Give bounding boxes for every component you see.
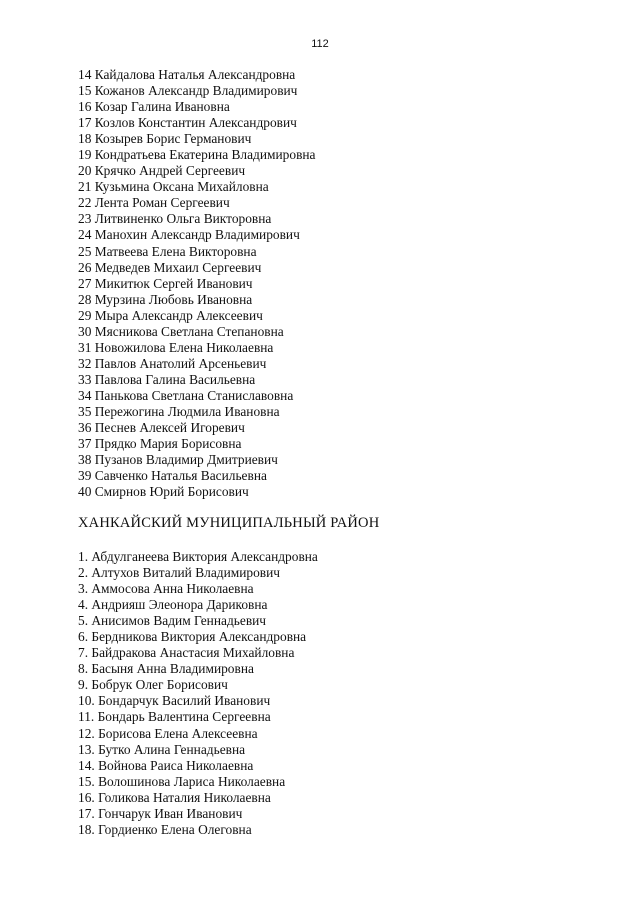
list-item: 25 Матвеева Елена Викторовна	[78, 243, 257, 259]
list-item: 24 Манохин Александр Владимирович	[78, 227, 300, 243]
list-item: 28 Мурзина Любовь Ивановна	[78, 291, 253, 307]
list-item: 8. Басыня Анна Владимировна	[78, 661, 254, 677]
list-item: 39 Савченко Наталья Васильевна	[78, 468, 267, 484]
list-item: 18. Гордиенко Елена Олеговна	[78, 821, 252, 837]
list-item: 1. Абдулганеева Виктория Александровна	[78, 549, 318, 564]
list-item: 19 Кондратьева Екатерина Владимировна	[78, 147, 316, 163]
list-item: 16 Козар Галина Ивановна	[78, 99, 230, 115]
list-item: 33 Павлова Галина Васильевна	[78, 371, 256, 387]
list-item: 34 Панькова Светлана Станиславовна	[78, 387, 294, 403]
page-number: 112	[311, 38, 329, 50]
list-item: 35 Пережогина Людмила Ивановна	[78, 403, 280, 419]
list-item: 9. Бобрук Олег Борисович	[78, 677, 228, 693]
list-item: 21 Кузьмина Оксана Михайловна	[78, 179, 269, 195]
list-item: 38 Пузанов Владимир Дмитриевич	[78, 452, 278, 468]
list-item: 14 Кайдалова Наталья Александровна	[78, 67, 296, 82]
list-item: 15. Волошинова Лариса Николаевна	[78, 773, 286, 789]
section-heading: ХАНКАЙСКИЙ МУНИЦИПАЛЬНЫЙ РАЙОН	[78, 515, 380, 531]
list-item: 5. Анисимов Вадим Геннадьевич	[78, 613, 267, 629]
name-list-section	[78, 549, 318, 838]
list-item: 31 Новожилова Елена Николаевна	[78, 339, 274, 355]
list-item: 26 Медведев Михаил Сергеевич	[78, 259, 262, 275]
list-item: 14. Войнова Раиса Николаевна	[78, 757, 254, 773]
list-item: 27 Микитюк Сергей Иванович	[78, 275, 253, 291]
list-item: 17. Гончарук Иван Иванович	[78, 805, 243, 821]
list-item: 11. Бондарь Валентина Сергеевна	[78, 709, 271, 725]
list-item: 32 Павлов Анатолий Арсеньевич	[78, 355, 267, 371]
list-item: 40 Смирнов Юрий Борисович	[78, 484, 249, 500]
list-item: 20 Крячко Андрей Сергеевич	[78, 163, 246, 179]
list-item: 37 Прядко Мария Борисовна	[78, 436, 242, 452]
name-list-continued	[78, 67, 316, 500]
list-item: 30 Мясникова Светлана Степановна	[78, 323, 284, 339]
list-item: 16. Голикова Наталия Николаевна	[78, 789, 271, 805]
list-item: 29 Мыра Александр Алексеевич	[78, 307, 263, 323]
list-item: 13. Бутко Алина Геннадьевна	[78, 741, 246, 757]
list-item: 23 Литвиненко Ольга Викторовна	[78, 211, 272, 227]
list-item: 12. Борисова Елена Алексеевна	[78, 725, 258, 741]
list-item: 36 Песнев Алексей Игоревич	[78, 420, 245, 436]
list-item: 10. Бондарчук Василий Иванович	[78, 693, 271, 709]
list-item: 18 Козырев Борис Германович	[78, 131, 252, 147]
list-item: 7. Байдракова Анастасия Михайловна	[78, 645, 295, 661]
list-item: 2. Алтухов Виталий Владимирович	[78, 565, 280, 581]
list-item: 6. Бердникова Виктория Александровна	[78, 629, 307, 645]
list-item: 15 Кожанов Александр Владимирович	[78, 83, 298, 99]
list-item: 3. Аммосова Анна Николаевна	[78, 581, 254, 597]
list-item: 4. Андрияш Элеонора Дариковна	[78, 597, 268, 613]
list-item: 17 Козлов Константин Александрович	[78, 115, 297, 131]
list-item: 22 Лента Роман Сергеевич	[78, 195, 230, 211]
